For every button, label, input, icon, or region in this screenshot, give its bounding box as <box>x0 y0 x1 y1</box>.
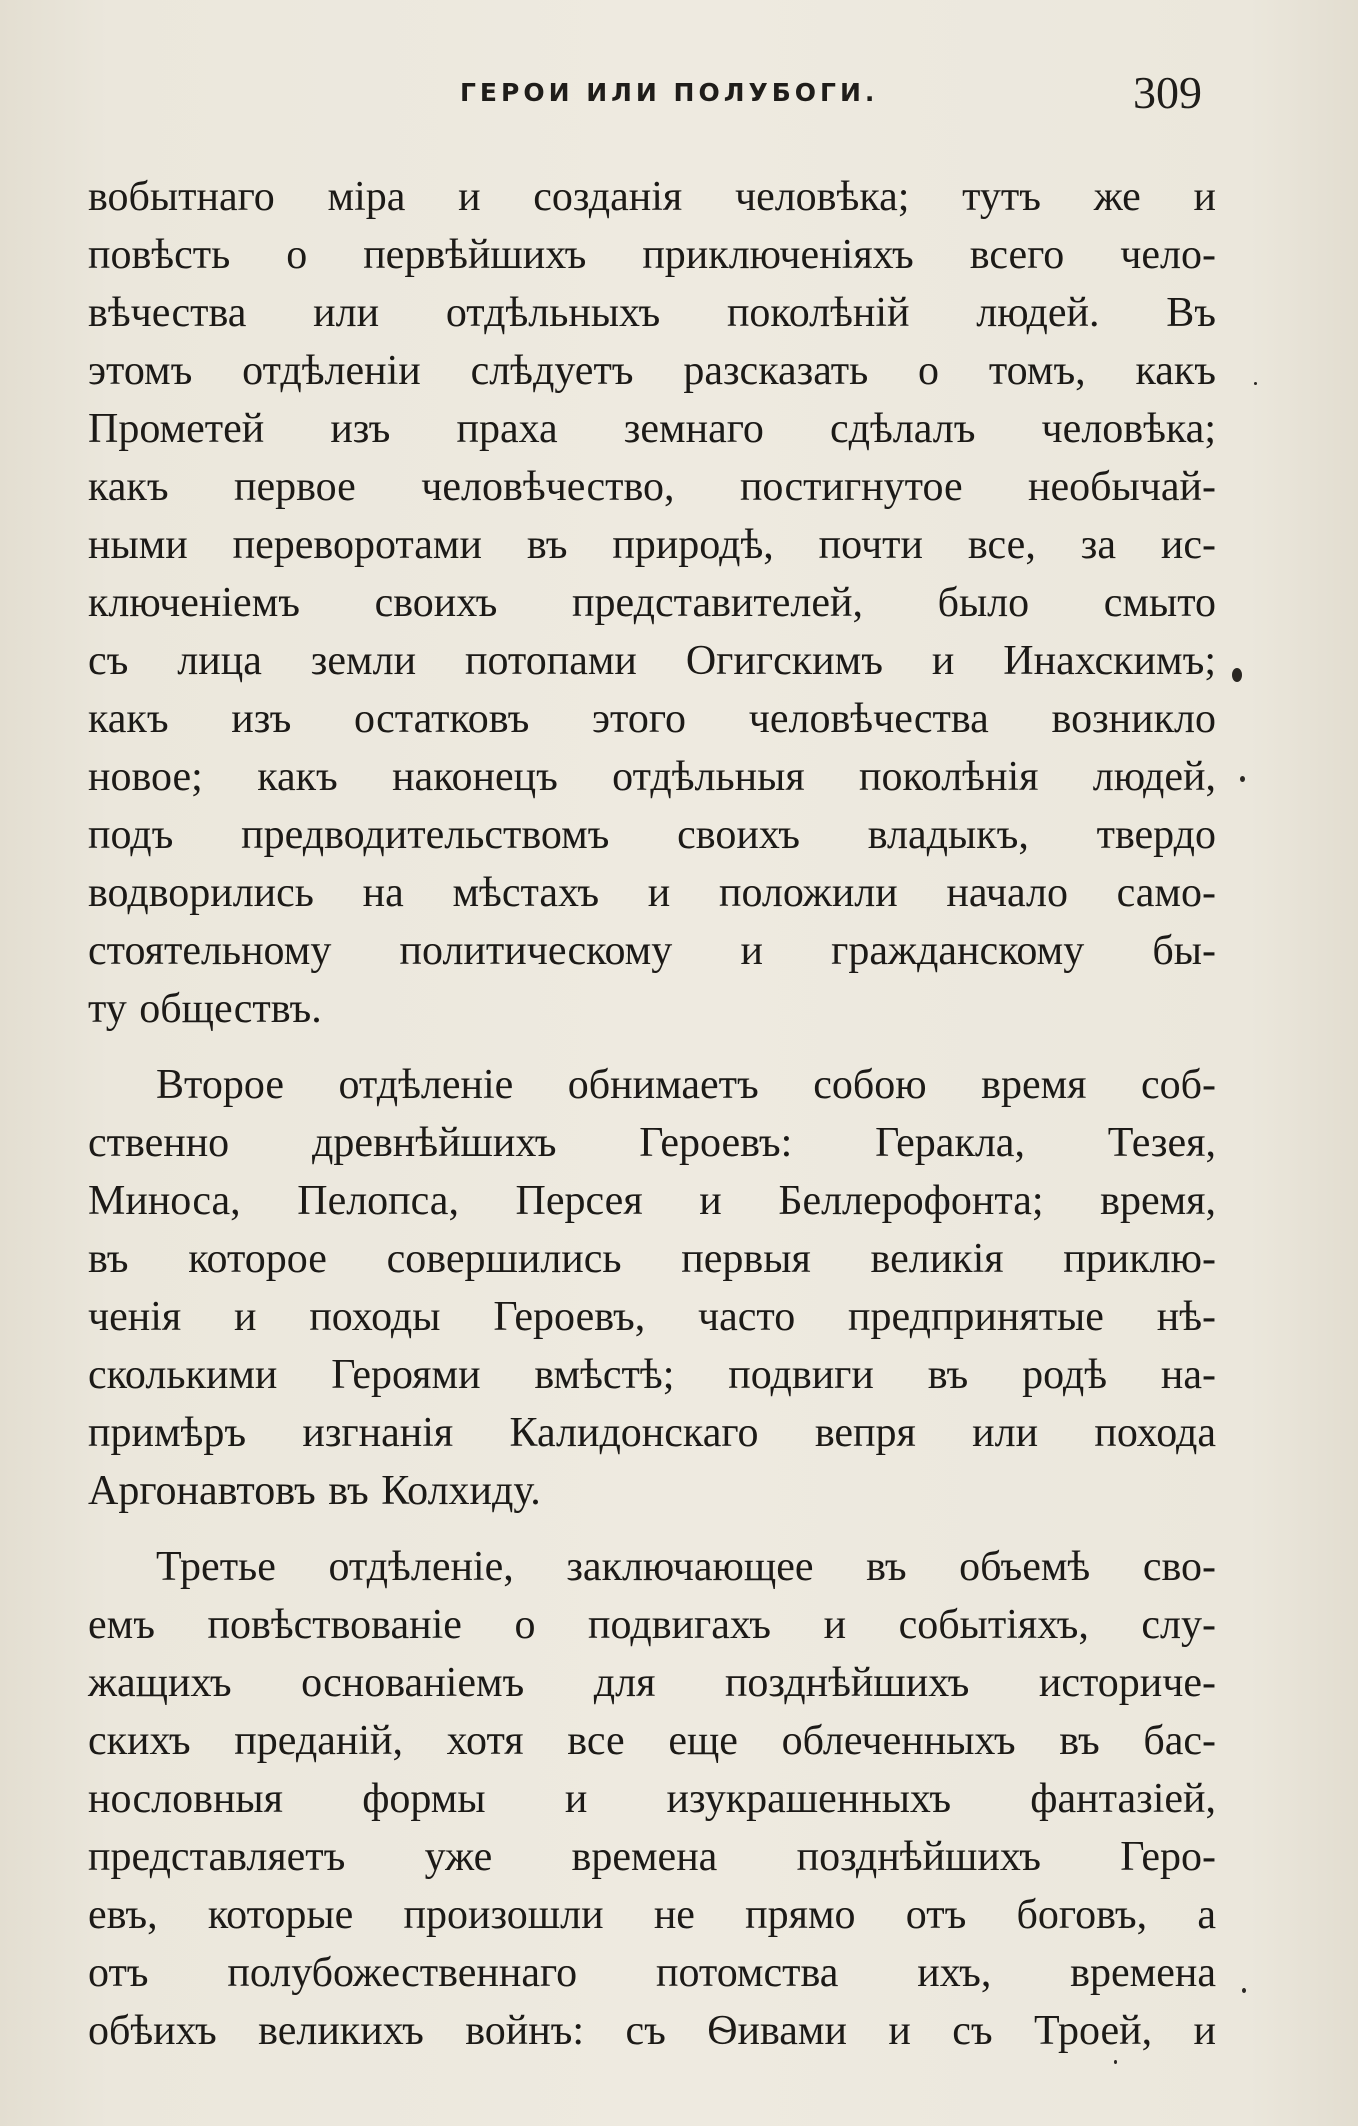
text-line: жащихъ основаніемъ для позднѣйшихъ историче- <box>88 1660 1216 1706</box>
text-line: Прометей изъ праха земнаго сдѣлалъ человѣка; <box>88 406 1216 452</box>
text-line: стоятельному политическому и гражданскому бы- <box>88 928 1216 974</box>
ink-speck <box>1242 1988 1246 1993</box>
text-line: представляетъ уже времена позднѣйшихъ Геро- <box>88 1834 1216 1880</box>
text-line: въ которое совершились первыя великія приклю- <box>88 1236 1216 1282</box>
text-line: вѣчества или отдѣльныхъ поколѣній людей. Въ <box>88 290 1216 336</box>
paragraph-2 <box>88 1056 1216 1520</box>
ink-speck <box>1254 382 1257 385</box>
text-line: примѣръ изгнанія Калидонскаго вепря или похода <box>88 1410 1216 1456</box>
text-line: Второе отдѣленіе обнимаетъ собою время соб- <box>156 1062 1216 1108</box>
page-header <box>0 68 1358 128</box>
text-line: сколькими Героями вмѣстѣ; подвиги въ родѣ на- <box>88 1352 1216 1398</box>
text-line: Третье отдѣленіе, заключающее въ объемѣ сво- <box>156 1544 1216 1590</box>
text-line: ключеніемъ своихъ представителей, было смыто <box>88 580 1216 626</box>
body-text <box>88 168 1216 2060</box>
paragraph-1 <box>88 168 1216 1038</box>
paragraph-gap <box>88 1520 1216 1538</box>
paragraph-3 <box>88 1538 1216 2060</box>
text-line: этомъ отдѣленіи слѣдуетъ разсказать о томъ, какъ <box>88 348 1216 394</box>
text-line: евъ, которые произошли не прямо отъ боговъ, а <box>88 1892 1216 1938</box>
text-line: емъ повѣствованіе о подвигахъ и событіяхъ, слу- <box>88 1602 1216 1648</box>
ink-speck <box>1240 776 1245 782</box>
text-line: съ лица земли потопами Огигскимъ и Инахскимъ; <box>88 638 1216 684</box>
text-line: ченія и походы Героевъ, часто предпринятые нѣ- <box>88 1294 1216 1340</box>
ink-speck <box>1114 2060 1117 2064</box>
paragraph-gap <box>88 1038 1216 1056</box>
ink-speck <box>1232 668 1242 682</box>
text-line: водворились на мѣстахъ и положили начало само- <box>88 870 1216 916</box>
text-line: подъ предводительствомъ своихъ владыкъ, твердо <box>88 812 1216 858</box>
text-line: обѣихъ великихъ войнъ: съ Ѳивами и съ Троей, и <box>88 2008 1216 2054</box>
text-line: нословныя формы и изукрашенныхъ фантазіей, <box>88 1776 1216 1822</box>
text-line: отъ полубожественнаго потомства ихъ, времена <box>88 1950 1216 1996</box>
text-line: Аргонавтовъ въ Колхиду. <box>88 1468 541 1514</box>
text-line: Миноса, Пелопса, Персея и Беллерофонта; время, <box>88 1178 1216 1224</box>
text-line: новое; какъ наконецъ отдѣльныя поколѣнія людей, <box>88 754 1216 800</box>
text-line: какъ первое человѣчество, постигнутое необычай- <box>88 464 1216 510</box>
text-line: повѣсть о первѣйшихъ приключеніяхъ всего чело- <box>88 232 1216 278</box>
text-line: ту обществъ. <box>88 986 322 1032</box>
text-line: вобытнаго міра и созданія человѣка; тутъ же и <box>88 174 1216 220</box>
running-title: ГЕРОИ ИЛИ ПОЛУБОГИ. <box>460 78 879 107</box>
text-line: какъ изъ остатковъ этого человѣчества возникло <box>88 696 1216 742</box>
text-line: ственно древнѣйшихъ Героевъ: Геракла, Тезея, <box>88 1120 1216 1166</box>
page-number: 309 <box>1133 67 1202 118</box>
text-line: ными переворотами въ природѣ, почти все, за ис- <box>88 522 1216 568</box>
text-line: скихъ преданій, хотя все еще облеченныхъ въ бас- <box>88 1718 1216 1764</box>
